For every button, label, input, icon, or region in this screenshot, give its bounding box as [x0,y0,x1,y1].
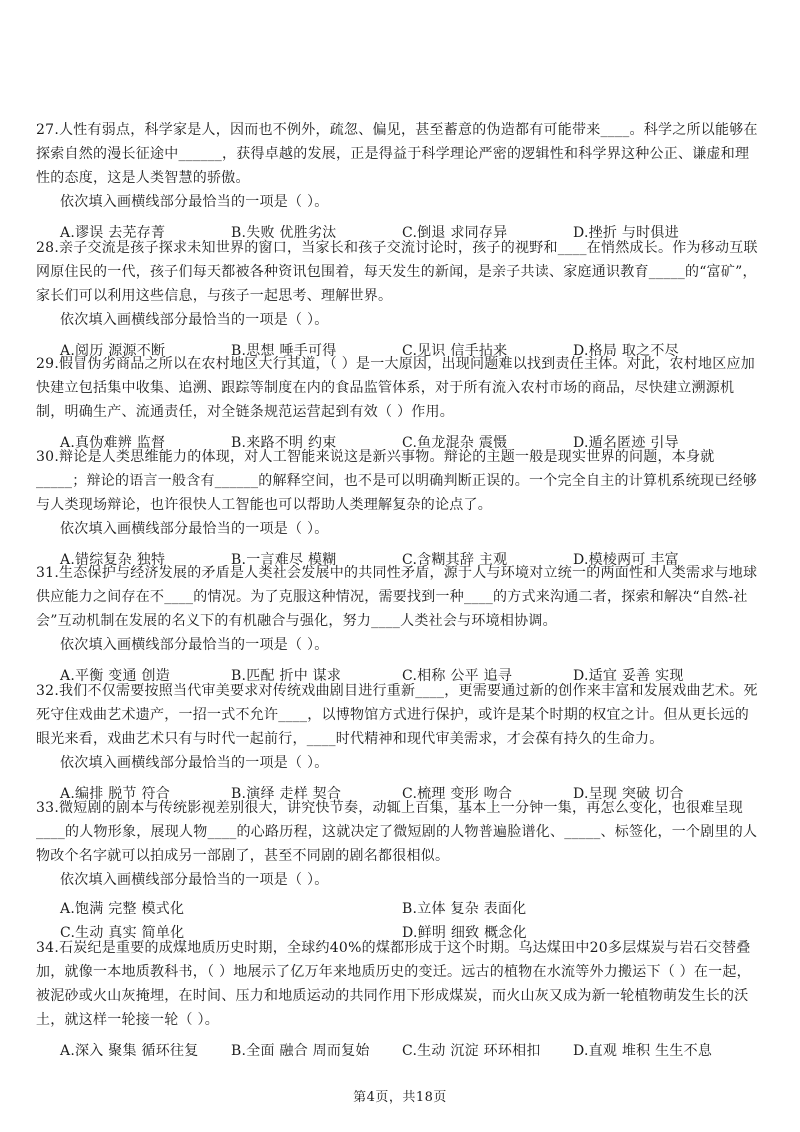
question-34 [36,936,760,1063]
options-row [60,1039,760,1063]
question-28 [36,236,760,363]
option-c[interactable]: C.生动 沉淀 环环相扣 [402,1043,541,1059]
option-a[interactable]: A.饱满 完整 模式化 [60,901,185,917]
option-a[interactable]: A.真伪难辨 监督 [60,435,166,451]
question-29 [36,352,760,455]
option-a[interactable]: A.阅历 源源不断 [60,343,166,359]
question-stem: 33.微短剧的剧本与传统影视差别很大，讲究快节奏，动辄上百集，基本上一分钟一集，再怎么变化，也很难呈现____的人物形象，展现人物____的心路历程，这就决定了微短剧的人物普遍脸谱化、_____、标签化，一个剧里的人物改个名字就可以拍成另一部剧了，甚至不同剧的剧名都很相似。 [36,800,758,864]
question-32 [36,679,760,806]
option-a[interactable]: A.错综复杂 独特 [60,552,166,568]
option-d[interactable]: D.模棱两可 丰富 [573,552,679,568]
option-a[interactable]: A.谬误 去芜存菁 [60,225,166,241]
page-number: 第4页，共18页 [353,1090,447,1105]
option-d[interactable]: D.呈现 突破 切合 [573,786,684,802]
option-d[interactable]: D.鲜明 细致 概念化 [402,925,527,941]
question-stem: 32.我们不仅需要按照当代审美要求对传统戏曲剧目进行重新____，更需要通过新的创作来丰富和发展戏曲艺术。死死守住戏曲艺术遗产，一招一式不允许____，以博物馆方式进行保护，或许是某个时期的权宜之计。但从更长远的眼光来看，戏曲艺术只有与时代一起前行，____时代精神和现代审美需求，才会葆有持久的生命力。 [36,683,758,747]
question-30 [36,445,760,572]
option-c[interactable]: C.生动 真实 简单化 [60,925,185,941]
option-c[interactable]: C.见识 信手拈来 [402,343,508,359]
option-a[interactable]: A.平衡 变通 创造 [60,668,170,684]
question-prompt: 依次填入画横线部分最恰当的一项是（ ）。 [60,312,329,328]
option-b[interactable]: B.匹配 折中 谋求 [231,668,342,684]
option-d[interactable]: D.直观 堆积 生生不息 [573,1043,713,1059]
question-31 [36,561,760,688]
option-b[interactable]: B.来路不明 约束 [231,435,337,451]
option-b[interactable]: B.思想 唾手可得 [231,343,337,359]
option-a[interactable]: A.编排 脱节 符合 [60,786,170,802]
option-b[interactable]: B.演绎 走样 契合 [231,786,342,802]
question-27 [36,118,760,245]
question-stem: 30.辩论是人类思维能力的体现，对人工智能来说这是新兴事物。辩论的主题一般是现实世界的问题，本身就_____；辩论的语言一般含有______的解释空间，也不是可以明确判断正误的。一个完全自主的计算机系统现已经够与人类现场辩论，也许很快人工智能也可以帮助人类理解复杂的论点了。 [36,449,757,513]
question-prompt: 依次填入画横线部分最恰当的一项是（ ）。 [60,194,329,210]
option-c[interactable]: C.梳理 变形 吻合 [402,786,513,802]
question-stem: 27.人性有弱点，科学家是人，因而也不例外，疏忽、偏见，甚至蓄意的伪造都有可能带来____。科学之所以能够在探索自然的漫长征途中______，获得卓越的发展，正是得益于科学理论严密的逻辑性和科学界这种公正、谦虚和理性的态度，这是人类智慧的骄傲。 [36,122,758,186]
question-prompt: 依次填入画横线部分最恰当的一项是（ ）。 [60,872,329,888]
option-d[interactable]: D.适宜 妥善 实现 [573,668,684,684]
question-prompt: 依次填入画横线部分最恰当的一项是（ ）。 [60,637,329,653]
question-stem: 31.生态保护与经济发展的矛盾是人类社会发展中的共同性矛盾，源于人与环境对立统一的两面性和人类需求与地球供应能力之间存在不____的情况。为了克服这种情况，需要找到一种____的方式来沟通二者，探索和解决“自然-社会”互动机制在发展的名义下的有机融合与强化，努力____人类社会与环境相协调。 [36,565,758,629]
option-d[interactable]: D.格局 取之不尽 [573,343,679,359]
option-c[interactable]: C.相称 公平 追寻 [402,668,513,684]
option-b[interactable]: B.全面 融合 周而复始 [231,1043,370,1059]
option-b[interactable]: B.失败 优胜劣汰 [231,225,337,241]
option-d[interactable]: D.遁名匿迹 引导 [573,435,679,451]
option-d[interactable]: D.挫折 与时俱进 [573,225,679,241]
option-b[interactable]: B.一言难尽 模糊 [231,552,337,568]
option-a[interactable]: A.深入 聚集 循环往复 [60,1043,199,1059]
question-stem: 34.石炭纪是重要的成煤地质历史时期，全球约40%的煤都形成于这个时期。乌达煤田中20多层煤炭与岩石交替叠加，就像一本地质教科书，（ ）地展示了亿万年来地质历史的变迁。远古的植物在水流等外力搬运下（ ）在一起，被泥砂或火山灰掩埋，在时间、压力和地质运动的共同作用下形成煤炭，而火山灰又成为新一轮植物萌发生长的沃土，就这样一轮接一轮（ ）。 [36,940,751,1028]
question-33 [36,796,760,945]
question-stem: 29.假冒伪劣商品之所以在农村地区大行其道，（ ）是一大原因，出现问题难以找到责任主体。对此，农村地区应加快建立包括集中收集、追溯、跟踪等制度在内的食品监管体系，对于所有流入农村市场的商品，尽快建立溯源机制，明确生产、流通责任，对全链条规范运营起到有效（ ）作用。 [36,356,755,420]
question-prompt: 依次填入画横线部分最恰当的一项是（ ）。 [60,755,329,771]
question-prompt: 依次填入画横线部分最恰当的一项是（ ）。 [60,521,329,537]
option-c[interactable]: C.含糊其辞 主观 [402,552,508,568]
question-stem: 28.亲子交流是孩子探求未知世界的窗口，当家长和孩子交流讨论时，孩子的视野和____在悄然成长。作为移动互联网原住民的一代，孩子们每天都被各种资讯包围着，每天发生的新闻，是亲子共读、家庭通识教育_____的“富矿”，家长们可以利用这些信息，与孩子一起思考、理解世界。 [36,240,758,304]
option-c[interactable]: C.倒退 求同存异 [402,225,508,241]
option-b[interactable]: B.立体 复杂 表面化 [402,901,527,917]
option-c[interactable]: C.鱼龙混杂 震慑 [402,435,508,451]
